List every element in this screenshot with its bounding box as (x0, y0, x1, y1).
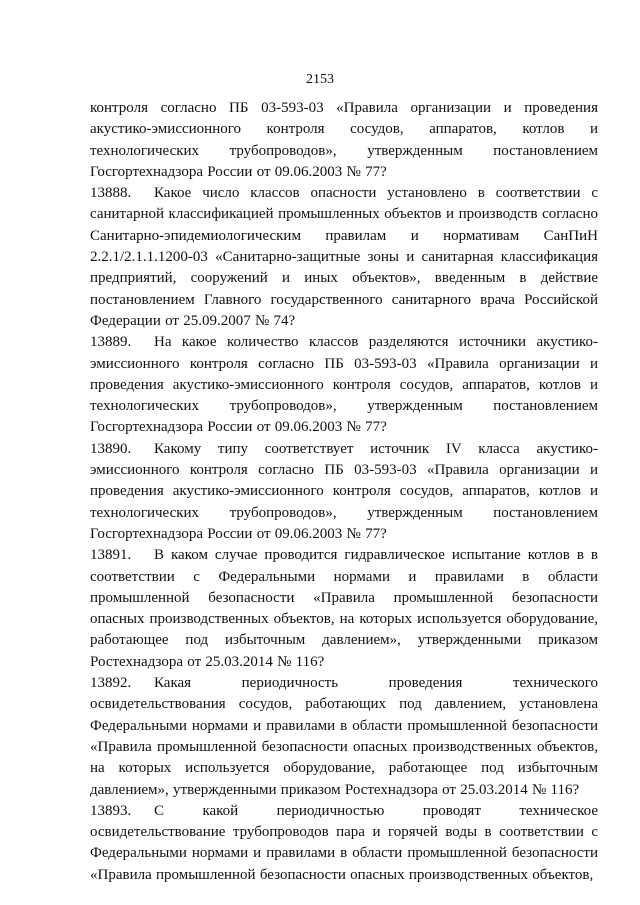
question-text: Какому типу соответствует источник IV класса акустико-эмиссионного контроля согласно ПБ 03-593-03 «Правила организации и проведения акустико-эмиссионного контроля сосудов, аппаратов, котлов и технологических трубопроводов», утвержденным постановлением Госгортехнадзора России от 09.06.2003 № 77? (90, 440, 598, 542)
question-text: С какой периодичностью проводят техническое освидетельствование трубопроводов пара и горячей воды в соответствии с Федеральными нормами и правилами в области промышленной безопасности «Правила промышленной безопасности опасных производственных объектов, (90, 802, 598, 883)
question-13888 (90, 183, 598, 332)
question-13891 (90, 545, 598, 673)
question-number: 13888. (90, 185, 132, 202)
paragraph-continuation (90, 98, 598, 183)
question-number: 13890. (90, 440, 132, 457)
question-number: 13893. (90, 802, 132, 819)
question-13889 (90, 332, 598, 438)
question-text: На какое количество классов разделяются источники акустико-эмиссионного контроля согласно ПБ 03-593-03 «Правила организации и проведения акустико-эмиссионного контроля сосудов, аппаратов, котлов и технологических трубопроводов», утвержденным постановлением Госгортехнадзора России от 09.06.2003 № 77? (90, 334, 598, 436)
page-number: 2153 (306, 72, 334, 87)
question-number: 13891. (90, 547, 132, 564)
question-text: Какое число классов опасности установлено в соответствии с санитарной классификацией промышленных объектов и производств согласно Санитарно-эпидемиологическим правилам и нормативам СанПиН 2.2.1/2.1.1.1200-03 «Санитарно-защитные зоны и санитарная классификация предприятий, сооружений и иных объектов», введенным в действие постановлением Главного государственного санитарного врача Российской Федерации от 25.09.2007 № 74? (90, 185, 598, 329)
question-text: Какая периодичность проведения технического освидетельствования сосудов, работающих под давлением, установлена Федеральными нормами и правилами в области промышленной безопасности «Правила промышленной безопасности опасных производственных объектов, на которых используется оборудование, работающее под избыточным давлением», утвержденными приказом Ростехнадзора от 25.03.2014 № 116? (90, 675, 598, 798)
question-13892 (90, 673, 598, 801)
question-13890 (90, 439, 598, 545)
question-13893 (90, 801, 598, 886)
document-body (90, 98, 598, 886)
question-number: 13892. (90, 675, 132, 692)
question-number: 13889. (90, 334, 132, 351)
paragraph-text: контроля согласно ПБ 03-593-03 «Правила организации и проведения акустико-эмиссионного контроля сосудов, аппаратов, котлов и технологических трубопроводов», утвержденным постановлением Госгортехнадзора России от 09.06.2003 № 77? (90, 100, 598, 180)
question-text: В каком случае проводится гидравлическое испытание котлов в в соответствии с Федеральными нормами и правилами в области промышленной безопасности «Правила промышленной безопасности опасных производственных объектов, на которых используется оборудование, работающее под избыточным давлением», утвержденными приказом Ростехнадзора от 25.03.2014 № 116? (90, 547, 598, 670)
